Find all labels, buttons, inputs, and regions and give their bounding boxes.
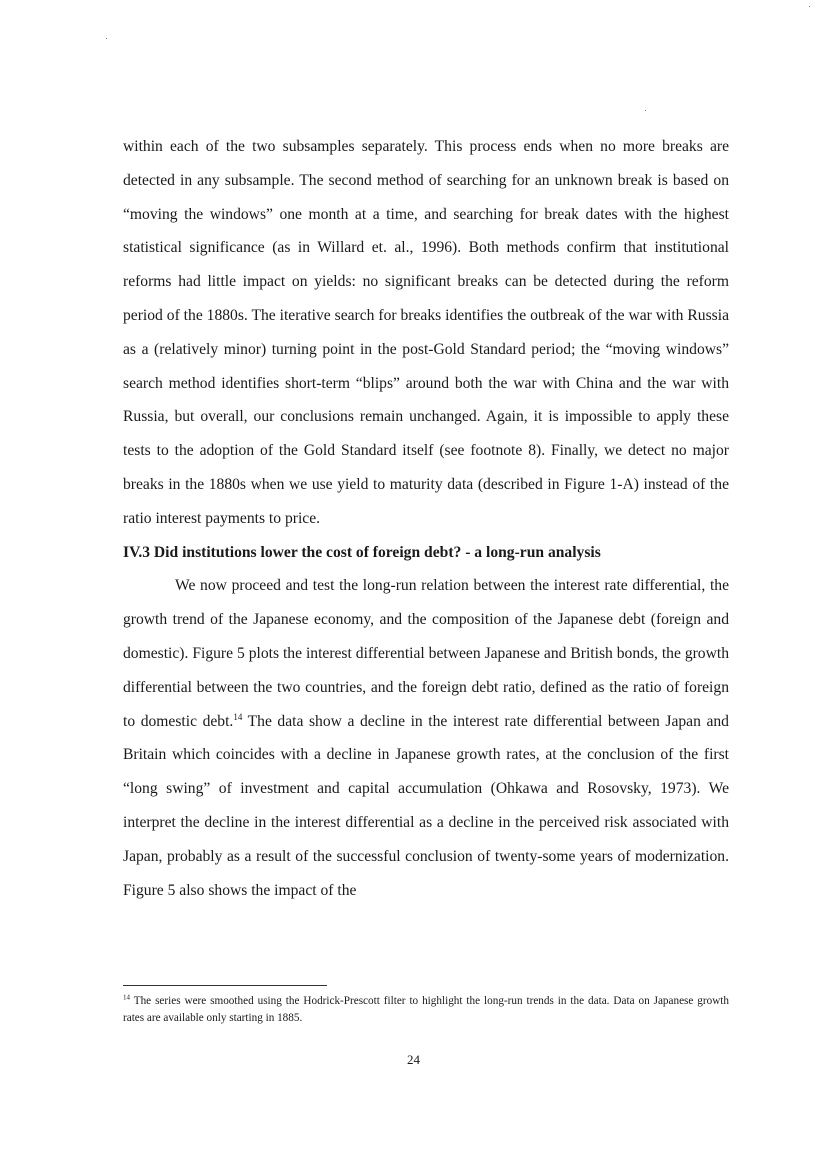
scan-speck [645,110,646,111]
paragraph-breaks-analysis: within each of the two subsamples separately. This process ends when no more breaks are detected in any subsample. The second method of searching for an unknown break is based on “moving the windows” one month at a time, and searching for break dates with the highest statistical significance (as in Willard et. al., 1996). Both methods confirm that institutional reforms had little impact on yields: no significant breaks can be detected during the reform period of the 1880s. The iterative search for breaks identifies the outbreak of the war with Russia as a (relatively minor) turning point in the post-Gold Standard period; the “moving windows” search method identifies short-term “blips” around both the war with China and the war with Russia, but overall, our conclusions remain unchanged. Again, it is impossible to apply these tests to the adoption of the Gold Standard itself (see footnote 8). Finally, we detect no major breaks in the 1880s when we use yield to maturity data (described in Figure 1-A) instead of the ratio interest payments to price. [123,138,729,527]
footnote-reference[interactable]: 14 [233,711,243,722]
scan-speck [809,6,810,7]
footnote-text: The series were smoothed using the Hodrick-Prescott filter to highlight the long-run trends in the data. Data on Japanese growth rates are available only starting in 1885. [123,995,729,1024]
page-number: 24 [407,1052,420,1067]
footnote-number: 14 [123,993,130,1002]
paragraph-text-part-1: We now proceed and test the long-run relation between the interest rate differential, the growth trend of the Japanese economy, and the composition of the Japanese debt (foreign and domestic). Figure 5 plots the interest differential between Japanese and British bonds, the growth differential between the two countries, and the foreign debt ratio, defined as the ratio of foreign to domestic debt. [123,577,729,730]
paragraph-text-part-2: The data show a decline in the interest rate differential between Japan and Britain which coincides with a decline in Japanese growth rates, at the conclusion of the first “long swing” of investment and capital accumulation (Ohkawa and Rosovsky, 1973). We interpret the decline in the interest differential as a decline in the perceived risk associated with Japan, probably as a result of the successful conclusion of twenty-some years of modernization. Figure 5 also shows the impact of the [123,712,729,899]
section-heading: IV.3 Did institutions lower the cost of foreign debt? - a long-run analysis [123,543,601,561]
paragraph-long-run-analysis [123,569,729,907]
body-text [123,130,729,907]
scan-speck [106,38,107,39]
footnote [123,993,729,1027]
footnote-divider [123,985,327,986]
